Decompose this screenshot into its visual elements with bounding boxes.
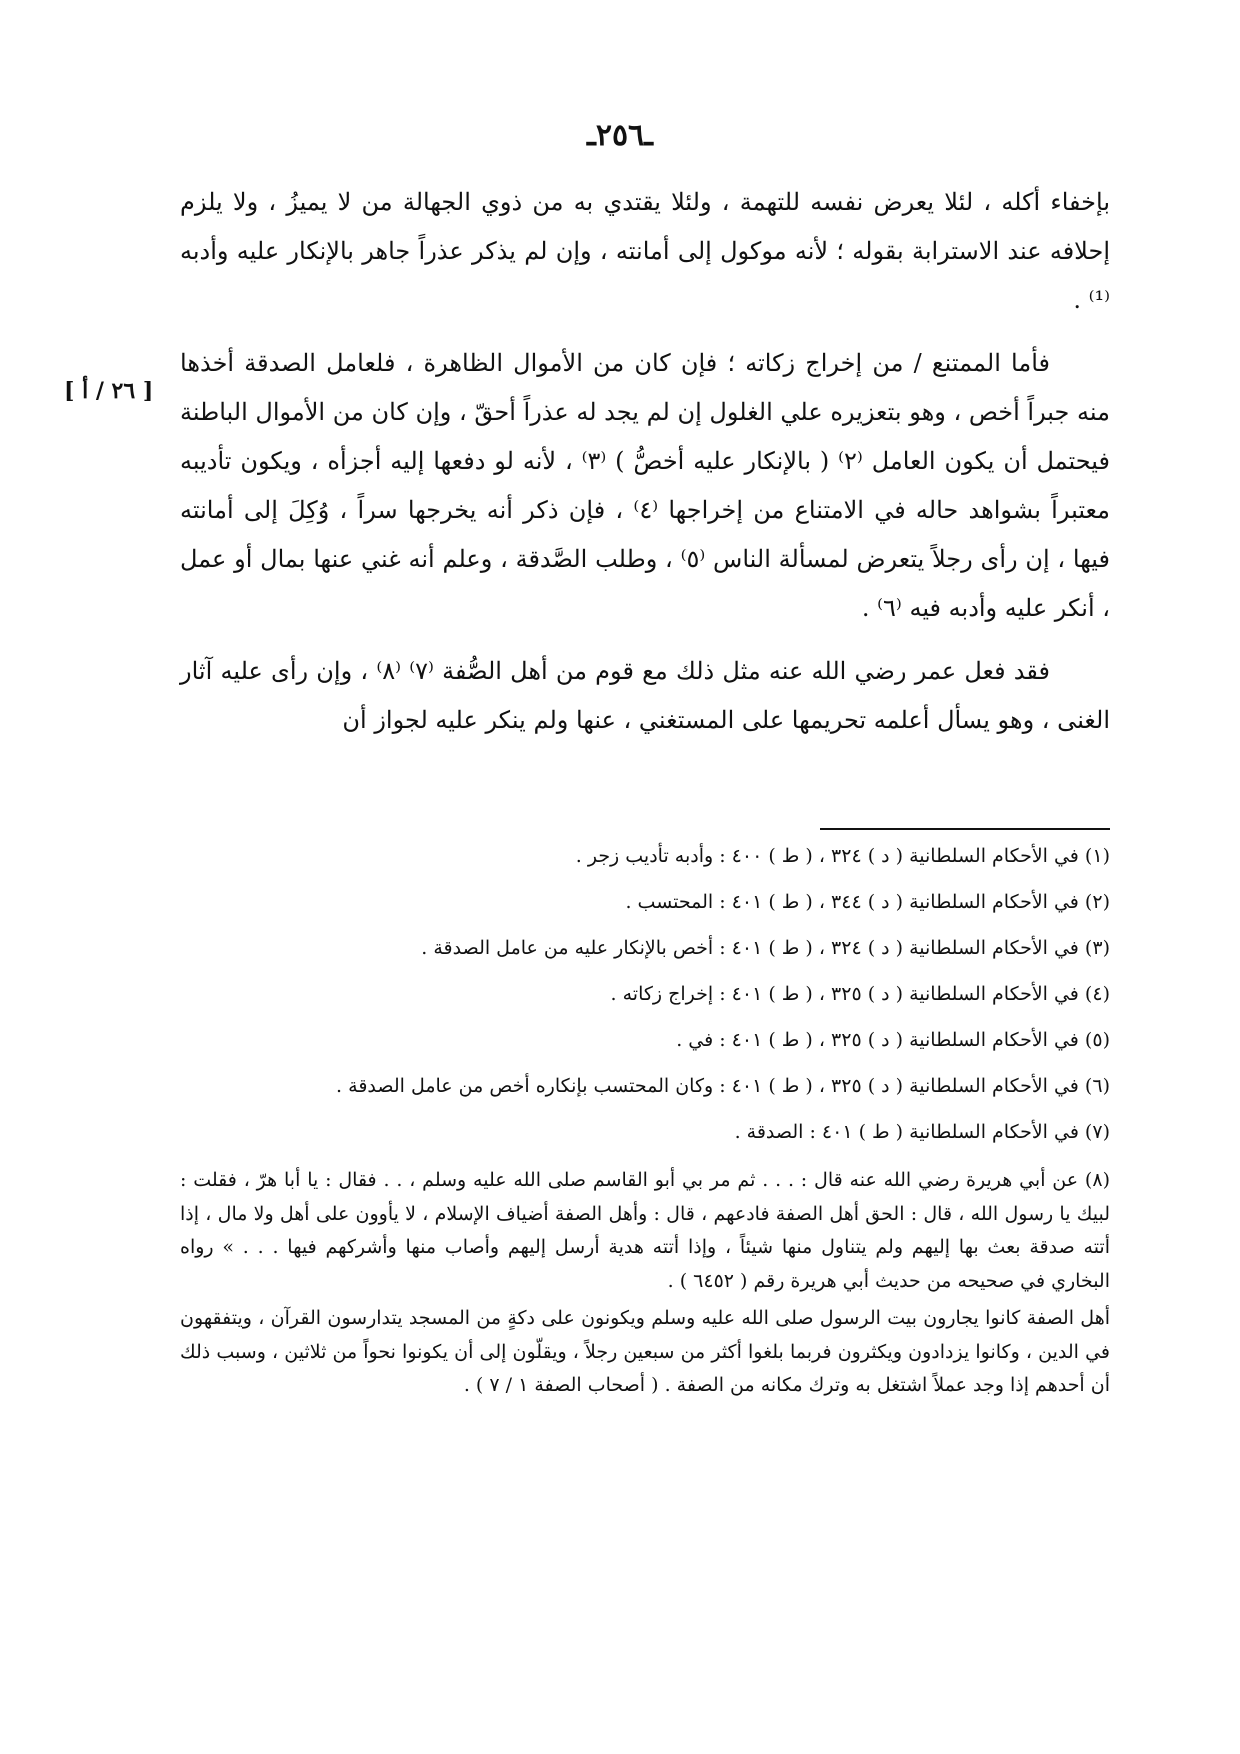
- footnote: (٦) في الأحكام السلطانية ( د ) ٣٢٥ ، ( ط ) ٤٠١ : وكان المحتسب بإنكاره أخص من عامل الصدقة .: [336, 1075, 1110, 1097]
- page-number: ـ٢٥٦ـ: [587, 118, 653, 153]
- paragraph: فقد فعل عمر رضي الله عنه مثل ذلك مع قوم من أهل الصُّفة ⁽٧⁾ ⁽٨⁾ ، وإن رأى عليه آثار الغنى ، وهو يسأل أعلمه تحريمها على المستغني ، عنها ولم ينكر عليه لجواز أن: [180, 657, 1110, 734]
- footnote: (٥) في الأحكام السلطانية ( د ) ٣٢٥ ، ( ط ) ٤٠١ : في .: [676, 1029, 1110, 1051]
- footnotes: [180, 842, 1110, 1403]
- footnote-separator: [820, 828, 1110, 830]
- footnote: (١) في الأحكام السلطانية ( د ) ٣٢٤ ، ( ط ) ٤٠٠ : وأدبه تأديب زجر .: [575, 845, 1110, 867]
- folio-marker: [ ٢٦ / أ ]: [64, 378, 154, 404]
- footnote: (٢) في الأحكام السلطانية ( د ) ٣٤٤ ، ( ط ) ٤٠١ : المحتسب .: [625, 891, 1110, 913]
- footnote: (٣) في الأحكام السلطانية ( د ) ٣٢٤ ، ( ط ) ٤٠١ : أخص بالإنكار عليه من عامل الصدقة .: [421, 937, 1110, 959]
- main-text: [180, 178, 1110, 759]
- footnote: (٧) في الأحكام السلطانية ( ط ) ٤٠١ : الصدقة .: [734, 1121, 1110, 1143]
- footnote-continuation: أهل الصفة كانوا يجارون بيت الرسول صلى الله عليه وسلم ويكونون على دكةٍ من المسجد يتدارسون القرآن ، ويتفقهون في الدين ، وكانوا يزدادون ويكثرون فربما بلغوا أكثر من سبعين رجلاً ، ويقلّون إلى أن يكونوا نحواً من ثلاثين ، وسبب ذلك أن أحدهم إذا وجد عملاً اشتغل به وترك مكانه من الصفة . ( أصحاب الصفة ١ / ٧ ) .: [180, 1307, 1110, 1396]
- paragraph: فأما الممتنع / من إخراج زكاته ؛ فإن كان من الأموال الظاهرة ، فلعامل الصدقة أخذها منه جبراً أخص ، وهو بتعزيره علي الغلول إن لم يجد له عذراً أحقّ ، وإن كان من الأموال الباطنة فيحتمل أن يكون العامل ⁽٢⁾ ( بالإنكار عليه أخصُّ ) ⁽٣⁾ ، لأنه لو دفعها إليه أجزأه ، ويكون تأديبه معتبراً بشواهد حاله في الامتناع من إخراجها ⁽٤⁾ ، فإن ذكر أنه يخرجها سراً ، وُكِلَ إلى أمانته فيها ، إن رأى رجلاً يتعرض لمسألة الناس ⁽٥⁾ ، وطلب الصَّدقة ، وعلم أنه غني عنها بمال أو عمل ، أنكر عليه وأدبه فيه ⁽٦⁾ .: [180, 349, 1111, 622]
- footnote: (٨) عن أبي هريرة رضي الله عنه قال : . . . ثم مر بي أبو القاسم صلى الله عليه وسلم ، . . فقال : يا أبا هرّ ، فقلت : لبيك يا رسول الله ، قال : الحق أهل الصفة فادعهم ، قال : وأهل الصفة أضياف الإسلام ، لا يأوون على أهل ولا مال ، إذا أتته صدقة بعث بها إليهم ولم يتناول منها شيئاً ، وإذا أتته هدية أرسل إليهم وأصاب منها وأشركهم فيها . . . » رواه البخاري في صحيحه من حديث أبي هريرة رقم ( ٦٤٥٢ ) .: [180, 1169, 1110, 1292]
- paragraph: بإخفاء أكله ، لئلا يعرض نفسه للتهمة ، ولئلا يقتدي به من ذوي الجهالة من لا يميزُ ، ولا يلزم إحلافه عند الاسترابة بقوله ؛ لأنه موكول إلى أمانته ، وإن لم يذكر عذراً جاهر بالإنكار عليه وأدبه ⁽¹⁾ .: [180, 188, 1110, 314]
- footnote: (٤) في الأحكام السلطانية ( د ) ٣٢٥ ، ( ط ) ٤٠١ : إخراج زكاته .: [610, 983, 1110, 1005]
